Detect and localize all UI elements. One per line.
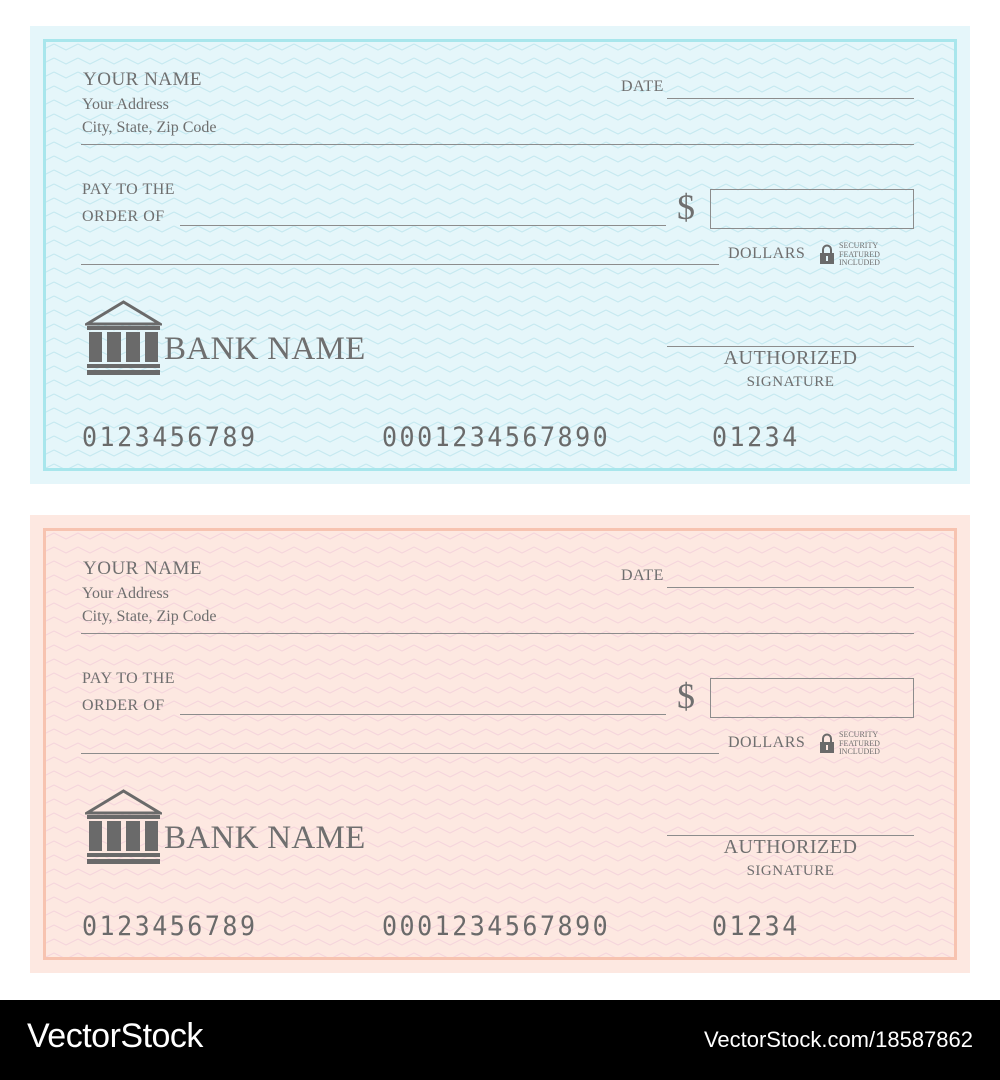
account-holder-city-state-zip: City, State, Zip Code xyxy=(82,608,217,625)
pay-to-label-line2: ORDER OF xyxy=(82,208,165,225)
watermark-bar xyxy=(0,1000,1000,1080)
cheque-number: 01234 xyxy=(712,911,800,942)
date-label: DATE xyxy=(621,78,664,95)
account-number: 0001234567890 xyxy=(382,422,611,453)
routing-number: 0123456789 xyxy=(82,422,258,453)
amount-box[interactable] xyxy=(710,189,914,229)
bank-name: BANK NAME xyxy=(164,820,366,856)
payee-line[interactable] xyxy=(180,225,666,226)
dollar-sign: $ xyxy=(677,676,695,716)
account-holder-name: YOUR NAME xyxy=(83,558,203,579)
header-divider xyxy=(81,144,914,145)
authorized-label: AUTHORIZED xyxy=(723,347,858,369)
payee-line[interactable] xyxy=(180,714,666,715)
account-number: 0001234567890 xyxy=(382,911,611,942)
account-holder-name: YOUR NAME xyxy=(83,69,203,90)
pay-to-label-line1: PAY TO THE xyxy=(82,181,176,198)
dollars-label: DOLLARS xyxy=(728,734,806,751)
bank-building-icon xyxy=(85,300,162,377)
amount-in-words-line[interactable] xyxy=(81,753,719,754)
pay-to-label-line2: ORDER OF xyxy=(82,697,165,714)
dollar-sign: $ xyxy=(677,187,695,227)
account-holder-city-state-zip: City, State, Zip Code xyxy=(82,119,217,136)
bank-building-icon xyxy=(85,789,162,866)
padlock-icon xyxy=(819,732,835,754)
cheque-blue xyxy=(30,26,970,484)
date-label: DATE xyxy=(621,567,664,584)
account-holder-address: Your Address xyxy=(82,585,169,602)
bank-name: BANK NAME xyxy=(164,331,366,367)
date-line[interactable] xyxy=(667,587,914,588)
pay-to-label-line1: PAY TO THE xyxy=(82,670,176,687)
amount-box[interactable] xyxy=(710,678,914,718)
cheque-peach xyxy=(30,515,970,973)
routing-number: 0123456789 xyxy=(82,911,258,942)
header-divider xyxy=(81,633,914,634)
amount-in-words-line[interactable] xyxy=(81,264,719,265)
dollars-label: DOLLARS xyxy=(728,245,806,262)
security-note: SECURITY FEATURED INCLUDED xyxy=(839,241,880,267)
account-holder-address: Your Address xyxy=(82,96,169,113)
watermark-url: VectorStock.com/18587862 xyxy=(703,1027,973,1052)
date-line[interactable] xyxy=(667,98,914,99)
cheque-number: 01234 xyxy=(712,422,800,453)
watermark-logo: VectorStock xyxy=(27,1017,203,1055)
security-note: SECURITY FEATURED INCLUDED xyxy=(839,730,880,756)
signature-label: SIGNATURE xyxy=(746,374,835,390)
authorized-label: AUTHORIZED xyxy=(723,836,858,858)
padlock-icon xyxy=(819,243,835,265)
signature-label: SIGNATURE xyxy=(746,863,835,879)
